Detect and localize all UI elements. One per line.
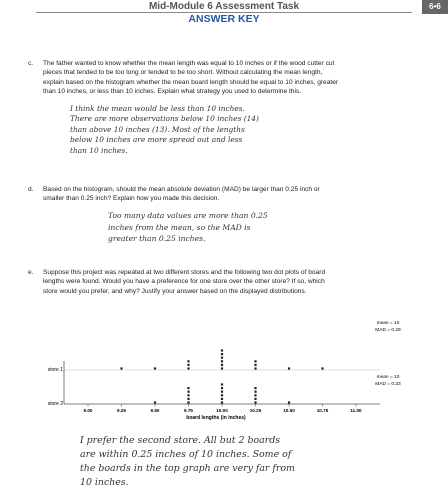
- store-1-dot: [221, 357, 223, 359]
- question-d-line: smaller than 0.25 inch? Explain how you made this decision.: [43, 195, 220, 203]
- question-c: [28, 59, 439, 97]
- store-2-dot: [187, 401, 189, 403]
- answer-c-handwriting: [70, 104, 259, 156]
- store-1-dot: [254, 367, 256, 369]
- store-1-dot: [187, 367, 189, 369]
- store-1-dot: [288, 367, 290, 369]
- answer-key-subtitle: ANSWER KEY: [188, 13, 260, 25]
- x-tick-label: 11.00: [350, 408, 362, 413]
- store-1-dot: [254, 364, 256, 366]
- answer-e-handwriting: [80, 434, 295, 490]
- store-2-dot: [254, 401, 256, 403]
- store-2-dot: [187, 387, 189, 389]
- store-2-dot: [254, 394, 256, 396]
- question-e-label: e.: [28, 269, 34, 276]
- store-2-mad: MAD = 0.23: [375, 382, 401, 387]
- x-tick-label: 10.75: [316, 408, 329, 413]
- question-d: [28, 185, 439, 204]
- answer-c-line: I think the mean would be less than 10 inches.: [70, 104, 245, 113]
- store-1-dot: [221, 367, 223, 369]
- answer-d-line: Too many data values are more than 0.25: [108, 211, 268, 220]
- store-2-dot: [254, 398, 256, 400]
- store-2-dot: [187, 398, 189, 400]
- store-2-dot: [187, 391, 189, 393]
- store-2-dot: [221, 383, 223, 385]
- store-2-dot: [288, 401, 290, 403]
- x-tick-label: 10.00: [216, 408, 228, 413]
- store-2-annotation: [375, 374, 401, 387]
- answer-e-line: 10 inches.: [80, 477, 129, 488]
- x-tick-label: 9.50: [150, 408, 160, 413]
- question-c-line: pieces that tended to be too long or tended to be too short. Without calculating the mean length,: [43, 69, 323, 77]
- question-c-label: c.: [28, 60, 34, 67]
- page-title: Mid-Module 6 Assessment Task: [148, 1, 300, 12]
- x-tick-label: 9.25: [117, 408, 126, 413]
- store-2-dot: [221, 387, 223, 389]
- store-2-mean: mean = 10: [376, 375, 400, 380]
- store-1-dot: [187, 360, 189, 362]
- question-e-line: store would you prefer, and why? Justify your answer based on the displayed distributions.: [43, 287, 307, 295]
- store-1-dot: [221, 364, 223, 366]
- store-2-dot: [221, 391, 223, 393]
- question-c-line: than 10 inches, or less than 10 inches. Explain what strategy you used to determine this.: [43, 88, 302, 96]
- answer-e-line: the boards in the top graph are very far from: [80, 463, 295, 474]
- store-1-mean: mean = 10: [376, 321, 400, 326]
- grade-badge: 6•6: [422, 0, 448, 14]
- store-2-dot: [187, 394, 189, 396]
- answer-c-line: than above 10 inches (13). Most of the lengths: [70, 124, 245, 134]
- answer-d-line: inches from the mean, so the MAD is: [108, 222, 251, 232]
- question-e-line: Suppose this project was repeated at two different stores and the following two dot plots of board: [43, 269, 326, 276]
- store-1-dot: [154, 367, 156, 369]
- answer-c-line: than 10 inches.: [70, 145, 128, 155]
- store-2-dot: [221, 398, 223, 400]
- store-1-dot: [254, 360, 256, 362]
- question-e-line: lengths were found. Would you have a preference for one store over the other store? If so, which: [43, 278, 325, 286]
- store-2-dot: [254, 387, 256, 389]
- question-e: [28, 268, 439, 296]
- store-2-label: store 2: [47, 401, 63, 407]
- x-tick-label: 9.75: [184, 408, 193, 413]
- store-2-dot: [154, 401, 156, 403]
- question-d-label: d.: [28, 186, 34, 193]
- store-1-dot: [120, 367, 122, 369]
- x-tick-label: 10.50: [283, 408, 295, 413]
- store-1-mad: MAD = 0.29: [375, 328, 401, 333]
- store-2-dot: [221, 394, 223, 396]
- store-1-label: store 1: [47, 367, 63, 373]
- answer-e-line: I prefer the second store. All but 2 boards: [80, 435, 281, 446]
- question-c-line: The father wanted to know whether the mean length was equal to 10 inches or if the wood cutter cut: [43, 60, 335, 67]
- store-1-dot: [221, 353, 223, 355]
- answer-d-line: greater than 0.25 inches.: [108, 234, 206, 243]
- store-1-dot: [221, 360, 223, 362]
- store-1-dot: [321, 367, 323, 369]
- answer-c-line: below 10 inches are more spread out and less: [70, 135, 243, 145]
- answer-c-line: There are more observations below 10 inches (14): [70, 114, 259, 124]
- store-1-dot: [221, 349, 223, 351]
- question-c-line: explain based on the histogram whether the mean board length should be equal to 10 inches, greater: [43, 78, 339, 86]
- store-1-annotation: [375, 320, 401, 333]
- answer-d-handwriting: [108, 210, 268, 245]
- store-1-dot: [187, 364, 189, 366]
- question-d-line: Based on the histogram, should the mean absolute deviation (MAD) be larger than 0.25 inch or: [43, 186, 320, 193]
- x-tick-label: 9.00: [83, 408, 93, 413]
- x-tick-label: 10.25: [249, 408, 262, 413]
- answer-e-line: are within 0.25 inches of 10 inches. Some of: [80, 449, 292, 460]
- dot-plot-chart: [0, 318, 448, 422]
- store-2-dot: [221, 401, 223, 403]
- store-2-dot: [254, 391, 256, 393]
- x-axis-label: board lengths (in inches): [186, 415, 246, 421]
